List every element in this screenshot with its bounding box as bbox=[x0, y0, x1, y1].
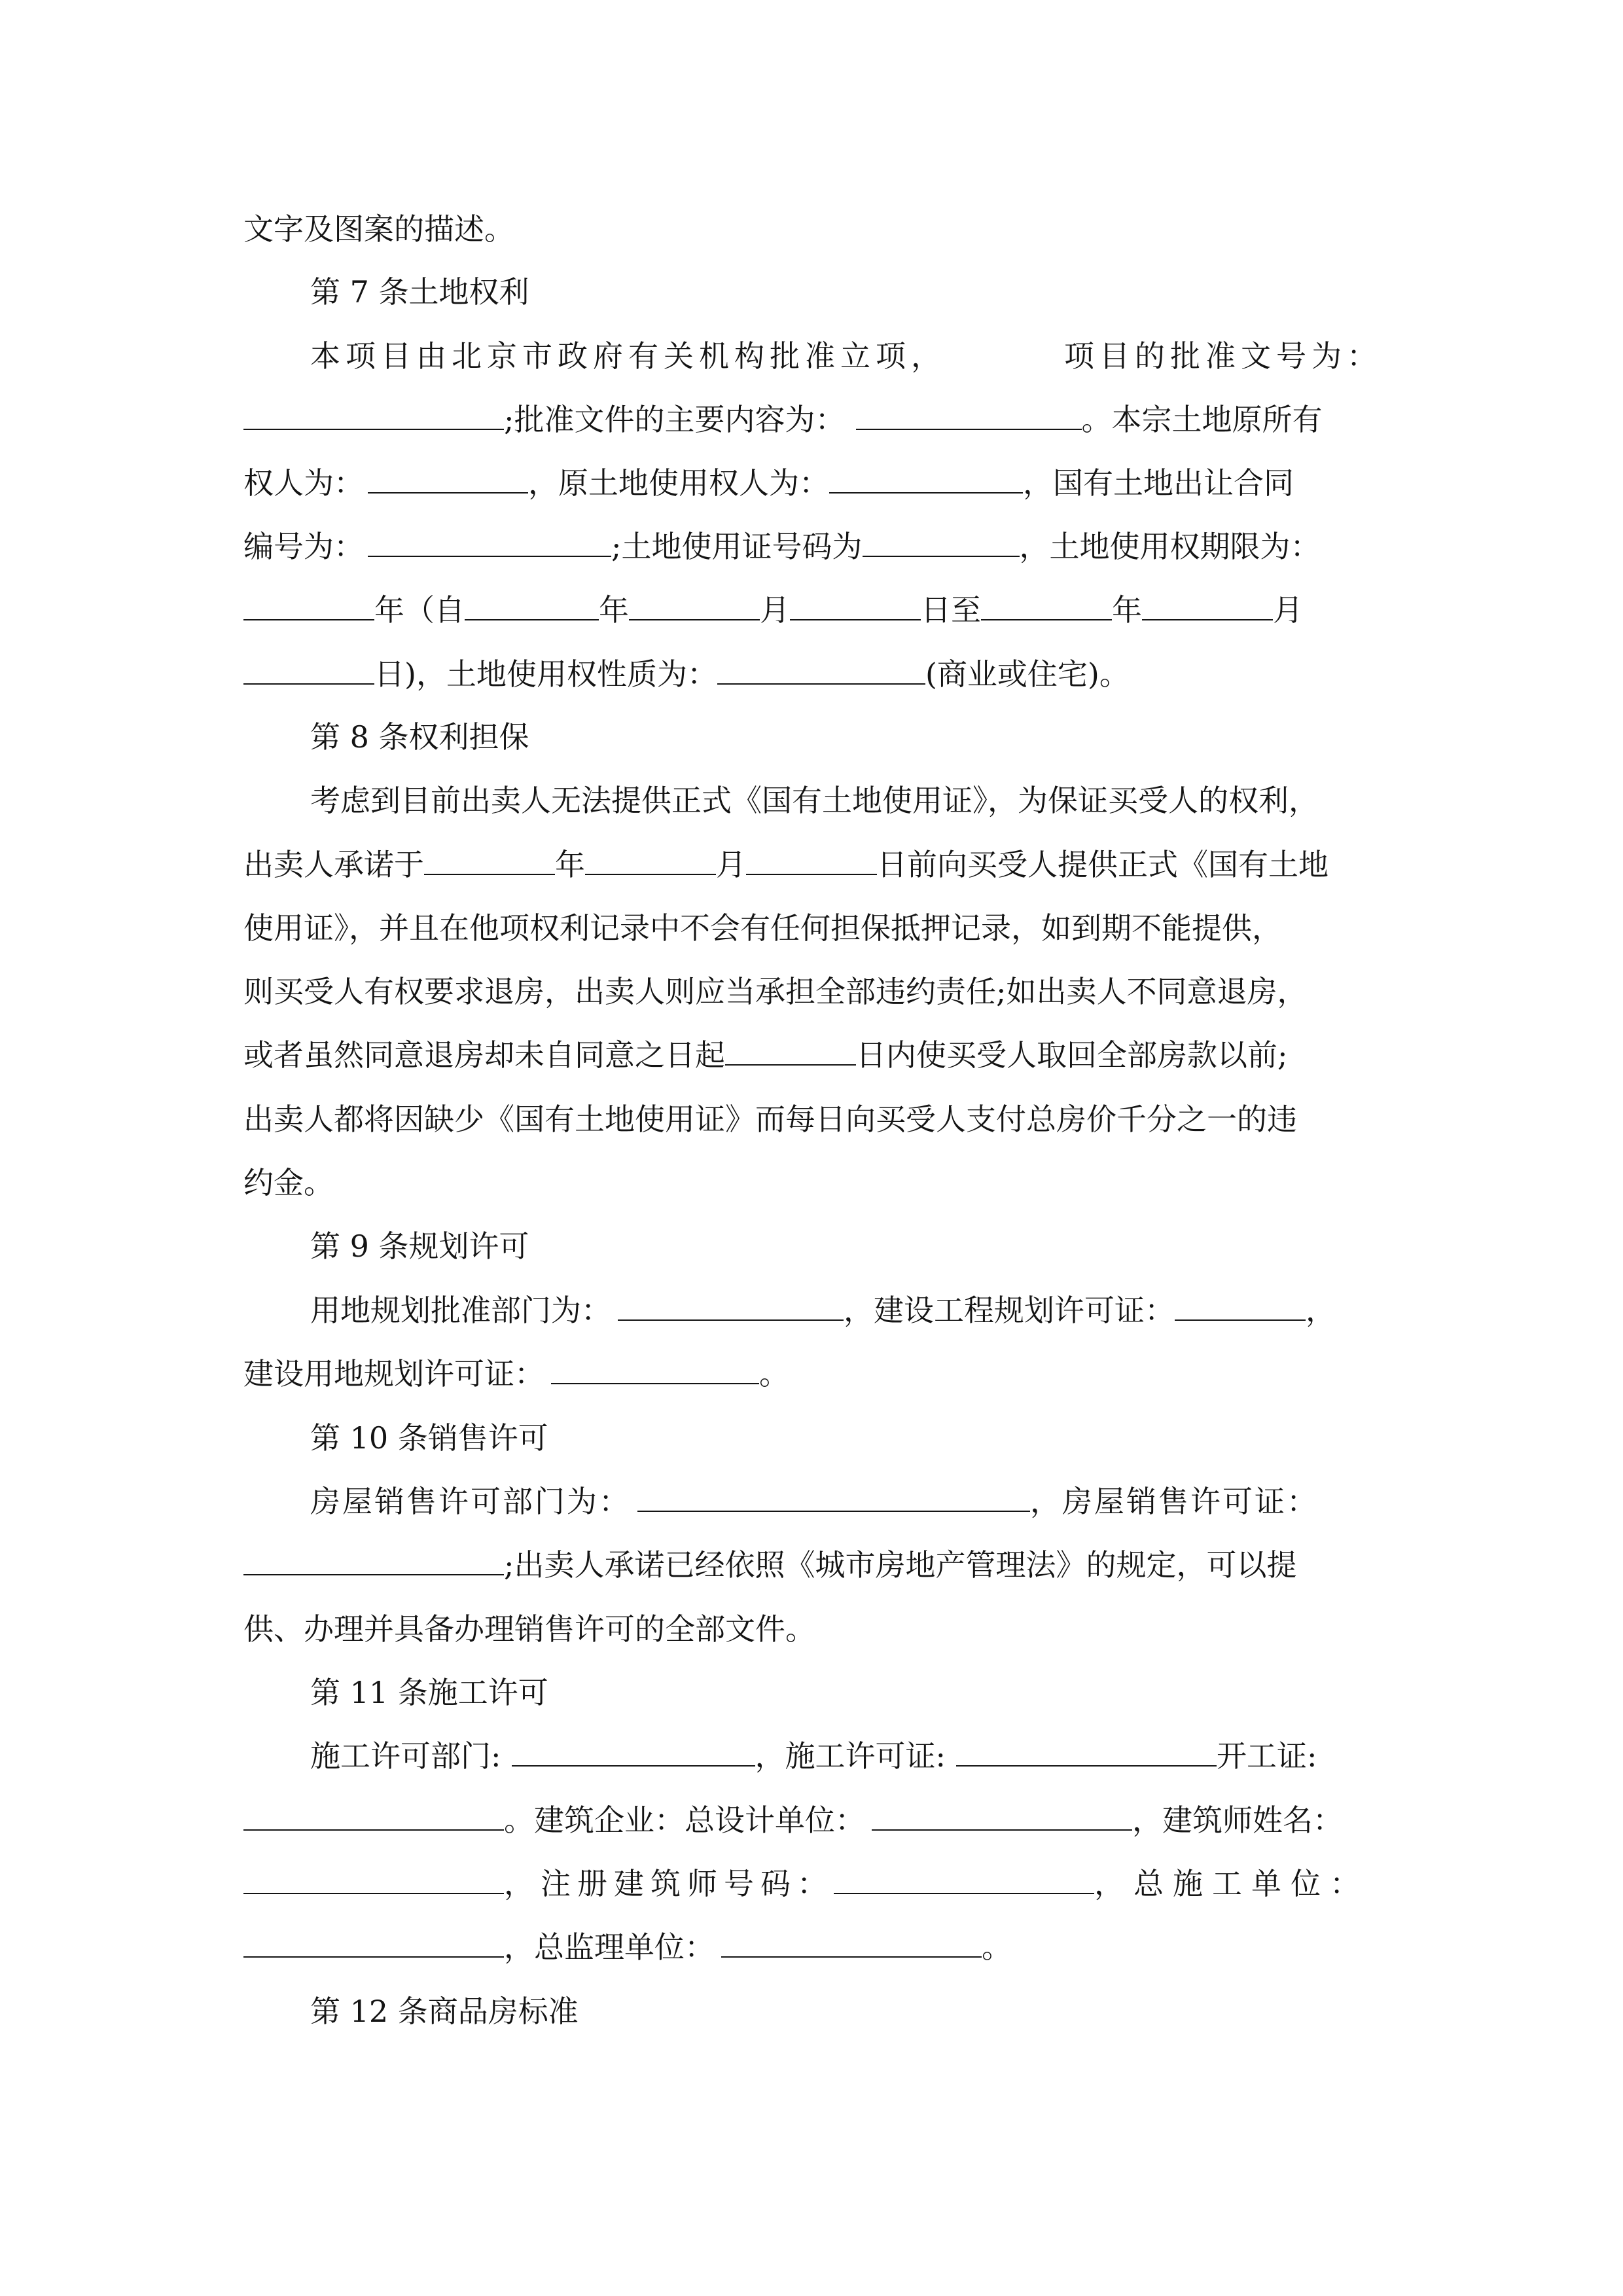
art10-l1a: 房屋销售许可部门为： bbox=[310, 1484, 631, 1519]
art9-l2a: 建设用地规划许可证： bbox=[243, 1356, 544, 1391]
art7-year2: 年 bbox=[1112, 592, 1142, 628]
sales-permit-blank[interactable] bbox=[243, 1545, 504, 1575]
art9-l2b: 。 bbox=[759, 1356, 789, 1391]
art11-l2a: 。建筑企业：总设计单位： bbox=[504, 1803, 865, 1838]
construction-dept-blank[interactable] bbox=[512, 1736, 755, 1767]
start-work-permit-blank[interactable] bbox=[243, 1801, 504, 1831]
art8-l5a: 或者虽然同意退房却未自同意之日起 bbox=[243, 1037, 725, 1073]
article-7-line-6 bbox=[243, 655, 1130, 694]
article-11-line-1 bbox=[310, 1736, 1317, 1776]
article-8-line-6: 出卖人都将因缺少《国有土地使用证》而每日向买受人支付总房价千分之一的违 bbox=[243, 1102, 1297, 1137]
article-9-heading: 第 9 条规划许可 bbox=[310, 1229, 529, 1264]
article-11-line-4 bbox=[243, 1928, 1012, 1967]
article-7-line-1 bbox=[310, 336, 1382, 376]
art11-l4b: 。 bbox=[982, 1929, 1012, 1965]
article-8-line-4: 则买受人有权要求退房，出卖人则应当承担全部违约责任;如出卖人不同意退房， bbox=[243, 974, 1308, 1009]
term-years-blank[interactable] bbox=[243, 590, 374, 620]
art7-l6b: (商业或住宅)。 bbox=[925, 656, 1130, 692]
art11-l3b: ，总施工单位： bbox=[1094, 1866, 1369, 1901]
construction-unit-blank[interactable] bbox=[243, 1928, 504, 1958]
promise-year-blank[interactable] bbox=[424, 845, 555, 875]
article-7-line-4 bbox=[243, 527, 1321, 566]
art7-year-from: 年（自 bbox=[374, 592, 465, 628]
art11-l1b: ，施工许可证: bbox=[755, 1738, 946, 1774]
art7-day-to: 日至 bbox=[921, 592, 981, 628]
end-year-blank[interactable] bbox=[981, 590, 1112, 620]
contract-number-blank[interactable] bbox=[368, 527, 611, 557]
land-planning-permit-blank[interactable] bbox=[551, 1354, 759, 1384]
original-user-blank[interactable] bbox=[829, 463, 1023, 493]
article-11-line-2 bbox=[243, 1801, 1343, 1840]
art7-l2b: 。本宗土地原所有 bbox=[1081, 402, 1323, 437]
article-12-heading: 第 12 条商品房标准 bbox=[310, 1994, 579, 2029]
architect-name-blank[interactable] bbox=[243, 1864, 504, 1894]
article-8-line-2 bbox=[243, 845, 1329, 884]
architect-number-blank[interactable] bbox=[834, 1864, 1094, 1894]
land-nature-blank[interactable] bbox=[717, 655, 925, 685]
article-9-line-2 bbox=[243, 1354, 789, 1393]
start-month-blank[interactable] bbox=[629, 590, 760, 620]
article-11-heading: 第 11 条施工许可 bbox=[310, 1675, 548, 1710]
art7-l4a: 编号为： bbox=[243, 529, 364, 564]
art7-l3c: ，国有土地出让合同 bbox=[1023, 465, 1294, 501]
engineering-permit-blank[interactable] bbox=[1175, 1291, 1306, 1321]
article-10-line-3: 供、办理并具备办理销售许可的全部文件。 bbox=[243, 1611, 815, 1647]
refund-days-blank[interactable] bbox=[725, 1035, 856, 1066]
art8-l2b: 年 bbox=[555, 847, 585, 882]
promise-month-blank[interactable] bbox=[585, 845, 716, 875]
article-7-line-3 bbox=[243, 463, 1294, 503]
approval-content-blank[interactable] bbox=[856, 400, 1082, 430]
art7-l1-end: 项目的批准文号为： bbox=[1064, 338, 1382, 374]
article-10-line-1 bbox=[310, 1482, 1319, 1521]
land-cert-number-blank[interactable] bbox=[863, 527, 1020, 557]
design-unit-blank[interactable] bbox=[872, 1801, 1132, 1831]
construction-permit-blank[interactable] bbox=[956, 1736, 1217, 1767]
art11-l2b: ，建筑师姓名： bbox=[1132, 1803, 1343, 1838]
article-11-line-3 bbox=[243, 1864, 1369, 1903]
art7-l2a: ;批准文件的主要内容为： bbox=[504, 402, 846, 437]
end-day-blank[interactable] bbox=[243, 655, 374, 685]
art11-l1a: 施工许可部门: bbox=[310, 1738, 501, 1774]
article-7-line-5 bbox=[243, 590, 1303, 630]
art7-l1-start: 本项目由北京市政府有关机构批准立项， bbox=[310, 338, 946, 374]
article-8-heading: 第 8 条权利担保 bbox=[310, 719, 529, 755]
art7-month2: 月 bbox=[1273, 592, 1303, 628]
art7-l3b: ，原土地使用权人为： bbox=[528, 465, 829, 501]
article-8-line-7: 约金。 bbox=[243, 1165, 334, 1200]
original-owner-blank[interactable] bbox=[368, 463, 528, 493]
article-8-line-1: 考虑到目前出卖人无法提供正式《国有土地使用证》，为保证买受人的权利， bbox=[310, 783, 1319, 818]
article-7-heading: 第 7 条土地权利 bbox=[310, 274, 529, 310]
article-8-line-3: 使用证》，并且在他项权利记录中不会有任何担保抵押记录，如到期不能提供， bbox=[243, 910, 1282, 946]
art11-l1c: 开工证: bbox=[1217, 1738, 1317, 1774]
sales-dept-blank[interactable] bbox=[637, 1482, 1030, 1512]
art7-l6a: 日)，土地使用权性质为： bbox=[374, 656, 717, 692]
art8-l2c: 月 bbox=[716, 847, 746, 882]
art8-l5b: 日内使买受人取回全部房款以前; bbox=[856, 1037, 1288, 1073]
end-month-blank[interactable] bbox=[1142, 590, 1273, 620]
art8-l2d: 日前向买受人提供正式《国有土地 bbox=[877, 847, 1329, 882]
article-10-line-2 bbox=[243, 1545, 1297, 1585]
start-day-blank[interactable] bbox=[790, 590, 921, 620]
art10-l2: ;出卖人承诺已经依照《城市房地产管理法》的规定，可以提 bbox=[504, 1547, 1297, 1583]
art9-l1c: ， bbox=[1306, 1293, 1336, 1328]
article-10-heading: 第 10 条销售许可 bbox=[310, 1420, 548, 1456]
approval-number-blank[interactable] bbox=[243, 400, 504, 430]
art9-l1b: ，建设工程规划许可证： bbox=[844, 1293, 1175, 1328]
art7-l3a: 权人为： bbox=[243, 465, 364, 501]
art7-l4c: ，土地使用权期限为： bbox=[1019, 529, 1321, 564]
art7-month: 月 bbox=[760, 592, 790, 628]
planning-dept-blank[interactable] bbox=[618, 1291, 844, 1321]
supervision-unit-blank[interactable] bbox=[721, 1928, 982, 1958]
art10-l1b: ，房屋销售许可证： bbox=[1030, 1484, 1319, 1519]
art11-l3a: ，注册建筑师号码： bbox=[504, 1866, 834, 1901]
promise-day-blank[interactable] bbox=[746, 845, 877, 875]
article-7-line-2 bbox=[243, 400, 1323, 439]
start-year-blank[interactable] bbox=[465, 590, 599, 620]
article-9-line-1 bbox=[310, 1291, 1336, 1330]
art7-l4b: ;土地使用证号码为 bbox=[611, 529, 863, 564]
art11-l4a: ，总监理单位： bbox=[504, 1929, 715, 1965]
continuation-text: 文字及图案的描述。 bbox=[243, 211, 514, 247]
article-8-line-5 bbox=[243, 1035, 1288, 1075]
art8-l2a: 出卖人承诺于 bbox=[243, 847, 424, 882]
art7-year: 年 bbox=[599, 592, 629, 628]
art9-l1a: 用地规划批准部门为： bbox=[310, 1293, 611, 1328]
